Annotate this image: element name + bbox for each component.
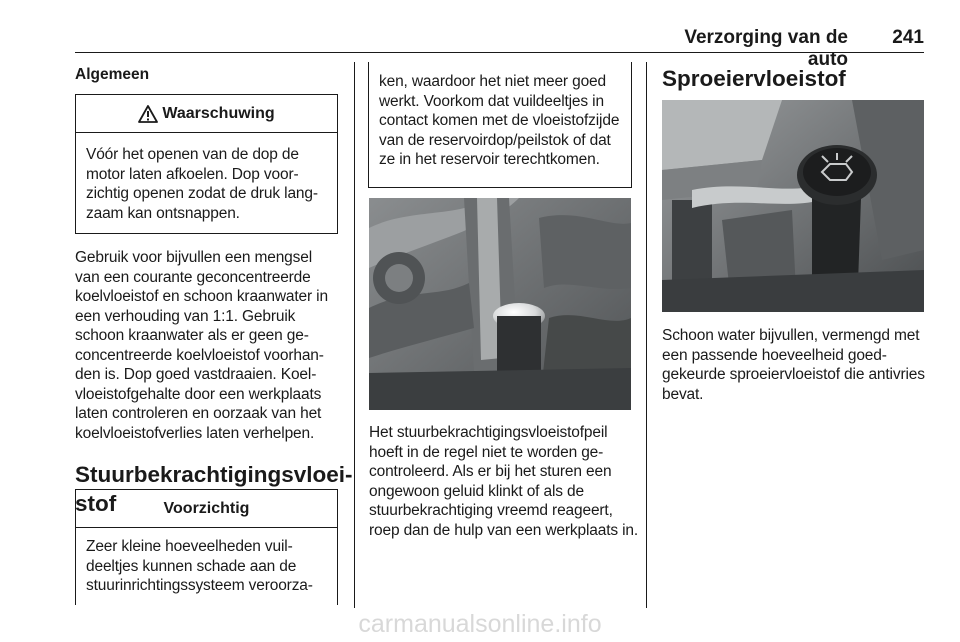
column-divider-right <box>646 62 647 608</box>
power-steering-reservoir-illustration <box>369 198 631 410</box>
warning-box-text: Vóór het openen van de dop de motor laten afkoelen. Dop voorzichtig openen zodat de druk langzaam kan ontsnappen. <box>86 146 319 222</box>
power-steering-heading-line2: stof <box>75 491 117 516</box>
page-number: 241 <box>892 27 924 48</box>
caution-box-header <box>76 490 337 528</box>
caution-box-text: Zeer kleine hoeveelheden vuildeeltjes kunnen schade aan de stuurinrichtingssysteem veroorza- <box>86 538 313 594</box>
column-divider-left <box>354 62 355 608</box>
footer-watermark: carmanualsonline.info <box>358 610 602 638</box>
power-steering-reservoir-photo <box>369 198 631 410</box>
warning-box-heading: Waarschuwing <box>162 104 275 122</box>
washer-fluid-reservoir-illustration <box>662 100 924 312</box>
running-header-title: Verzorging van de auto <box>684 27 848 70</box>
header-rule <box>75 52 924 53</box>
caution-box-continued <box>368 62 632 188</box>
caution-box <box>75 489 338 605</box>
power-steering-heading-line1: Stuurbekrachtigingsvloei- <box>75 462 353 487</box>
warning-box-header <box>76 95 337 133</box>
warning-triangle-icon <box>138 105 158 123</box>
section-title-general: Algemeen <box>75 66 150 83</box>
power-steering-paragraph: Het stuurbekrachtigingsvloeistofpeil hoeft in de regel niet te worden gecontroleerd. Als er bij het sturen een ongewoon geluid klinkt of als de stuurbekrachtiging vreemd reageert, roep dan de hulp van een werkplaats in. <box>369 424 639 539</box>
left-column <box>75 66 353 518</box>
caution-box-heading: Voorzichtig <box>163 499 250 517</box>
washer-fluid-heading: Sproeiervloeistof <box>662 66 846 91</box>
washer-fluid-reservoir-photo <box>662 100 924 312</box>
caution-continued-text: ken, waardoor het niet meer goed werkt. Voorkom dat vuildeeltjes in contact komen met de vloeistofzijde van de reservoirdop/peilstok of dat ze in het reservoir terechtkomen. <box>379 73 620 168</box>
warning-box <box>75 94 338 234</box>
washer-fluid-paragraph: Schoon water bijvullen, vermengd met een passende hoeveelheid goedgekeurde sproeiervloeistof die antivries bevat. <box>662 327 925 403</box>
coolant-paragraph: Gebruik voor bijvullen een mengsel van een courante geconcentreerde koelvloeistof en schoon kraanwater in een verhouding van 1:1. Gebruik schoon kraanwater als er geen geconcentreerde koelvloeistof voorhanden is. Dop goed vastdraaien. Koelvloeistofgehalte door een werkplaats laten controleren en oorzaak van het koelvloeistofverlies laten verhelpen. <box>75 249 328 442</box>
